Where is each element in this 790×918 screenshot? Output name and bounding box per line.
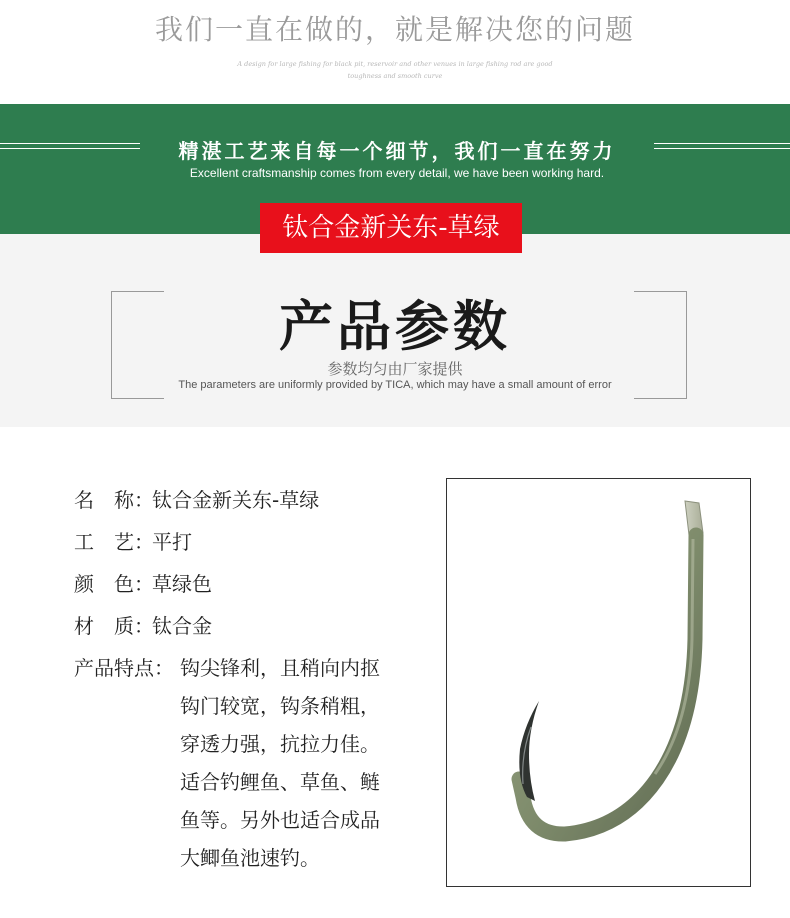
spec-value-material: 钛合金 bbox=[152, 614, 212, 638]
feature-line: 穿透力强，抗拉力佳。 bbox=[180, 732, 380, 756]
spec-value-color: 草绿色 bbox=[152, 572, 212, 596]
spec-value-name: 钛合金新关东-草绿 bbox=[152, 488, 320, 512]
spec-label-name: 名 称： bbox=[74, 488, 154, 512]
spec-label-features: 产品特点： bbox=[74, 656, 174, 680]
decorative-script-text bbox=[150, 58, 640, 82]
spec-row-material bbox=[74, 611, 212, 641]
banner-title-cn: 精湛工艺来自每一个细节，我们一直在努力 bbox=[178, 139, 616, 163]
banner-title-en: Excellent craftsmanship comes from every detail, we have been working hard. bbox=[189, 166, 605, 180]
script-line-2: toughness and smooth curve bbox=[347, 72, 443, 80]
feature-line: 大鲫鱼池速钓。 bbox=[180, 846, 320, 870]
features-text bbox=[180, 653, 420, 881]
product-name-badge: 钛合金新关东-草绿 bbox=[260, 203, 522, 253]
spec-label-craft: 工 艺： bbox=[74, 530, 154, 554]
spec-label-material: 材 质： bbox=[74, 614, 154, 638]
params-title: 产品参数 bbox=[279, 295, 511, 358]
feature-line: 适合钓鲤鱼、草鱼、鲢 bbox=[180, 770, 380, 794]
top-slogan: 我们一直在做的，就是解决您的问题 bbox=[154, 13, 635, 46]
feature-line: 钩尖锋利，且稍向内抠 bbox=[180, 656, 380, 680]
banner-rule-right bbox=[654, 143, 790, 150]
hook-shank bbox=[519, 535, 696, 834]
product-image-frame bbox=[446, 478, 751, 887]
fishing-hook-icon bbox=[447, 479, 750, 886]
spec-label-color: 颜 色： bbox=[74, 572, 154, 596]
spec-row-color bbox=[74, 569, 212, 599]
banner-rule-left bbox=[0, 143, 140, 150]
params-subtitle-en: The parameters are uniformly provided by TICA, which may have a small amount of error bbox=[178, 379, 612, 391]
spec-value-craft: 平打 bbox=[152, 530, 192, 554]
spec-row-features bbox=[74, 653, 174, 683]
feature-line: 鱼等。另外也适合成品 bbox=[180, 808, 380, 832]
feature-line: 钩门较宽，钩条稍粗， bbox=[180, 694, 380, 718]
spec-row-craft bbox=[74, 527, 192, 557]
script-line-1: A design for large fishing for black pit, reservoir and other venues in large fishing rod are good bbox=[237, 60, 553, 68]
spec-row-name bbox=[74, 485, 319, 515]
params-subtitle-cn: 参数均匀由厂家提供 bbox=[327, 360, 463, 378]
